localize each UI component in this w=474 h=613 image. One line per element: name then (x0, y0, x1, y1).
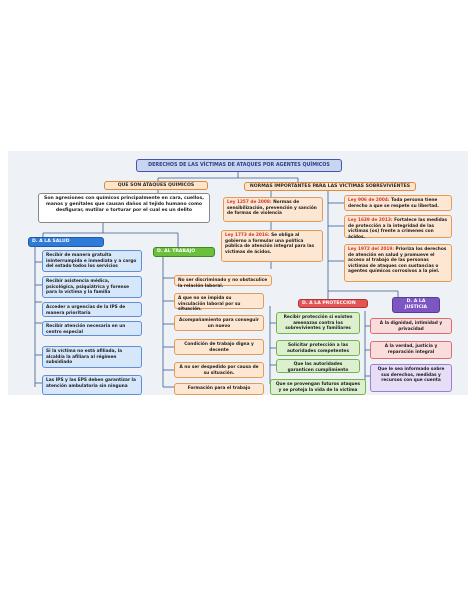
law-text: Prioriza los derechos de atención en salud y promueve el acceso al trabajo de las personas víctimas de ataques con sustancias o agentes químicos corrosivos a la piel. (348, 247, 447, 275)
law-ref: Ley 1773 de 2016: (225, 233, 270, 238)
trabajo-item: No ser discriminado y no obstaculice la relación laboral. (174, 275, 272, 286)
proteccion-item: Solicitar protección a las autoridades competentes (276, 340, 360, 356)
law-ref: Ley 1257 de 2008: (227, 200, 272, 205)
law-text: Fortalece las medidas de protección a la integridad de las victimas (os) frente a crimenes con ácidos. (348, 218, 448, 240)
heading-proteccion: D. A LA PROTECCION (298, 299, 368, 308)
law-ref: Ley 1639 de 2013: (348, 218, 393, 223)
salud-item: Recibir asistencia médica, psicológica, psiquiátrica y forense para la víctima y la familia (42, 276, 142, 298)
law-ref: Ley 906 de 2004: (348, 198, 390, 203)
law-ref: Ley 1972 del 2019: (348, 247, 395, 252)
salud-item: Si la víctima no está afiliada, la alcaldía la afiliara al régimen subsidiado (42, 346, 142, 368)
norma-ley-906 (344, 195, 452, 211)
trabajo-item: A que no se impida su vinculación laboral por su situación. (174, 293, 264, 309)
heading-que-son: QUE SON ATAQUES QUIMICOS (104, 181, 208, 190)
law-text: Se obliga al gobierno a formular una política pública de atención integral para las víctimas de ácidos. (225, 233, 315, 255)
trabajo-item: Condición de trabajo digna y decente (174, 339, 264, 355)
heading-salud: D. A LA SALUD (28, 237, 104, 247)
trabajo-item: A no ser despedido por causa de su situación. (174, 362, 264, 378)
law-text: Toda persona tiene derecho a que se respete su libertad. (348, 198, 439, 209)
trabajo-item: Acompañamiento para conseguir un nuevo (174, 315, 264, 331)
map-title: DERECHOS DE LAS VÍCTIMAS DE ATAQUES POR AGENTES QUÍMICOS (136, 159, 342, 172)
norma-ley-1257 (223, 197, 323, 222)
salud-item: Recibir de manera gratuita ininterrumpida e inmediata y a cargo del estado todos los servicios (42, 250, 142, 272)
salud-item: Acceder a urgencias de la IPS de manera prioritaria (42, 302, 142, 317)
law-text: Normas de sensibilización, prevención y sanción de formas de violencia (227, 200, 317, 217)
heading-justicia: D. A LA JUSTICIA (392, 297, 440, 313)
justicia-item: Que le sea informado sobre sus derechos, medidas y recursos con que cuenta (370, 364, 452, 392)
que-son-description: Son agresiones con químicos principalmente en cara, cuellos, manos y genitales que causan daños al tejido humano como desfigurar, mutilar o torturar por el cual es un delito (38, 193, 210, 223)
salud-item: Recibir atención necesaria en un centro especial (42, 321, 142, 336)
heading-normas: NORMAS IMPORTANTES PARA LAS VICTIMAS SOBREVIVIENTES (244, 182, 416, 191)
justicia-item: A la dignidad, intimidad y privacidad (370, 318, 452, 334)
proteccion-item: Que se provengan futuros ataques y se proteja la vida de la víctima (270, 379, 366, 395)
norma-ley-1639 (344, 215, 452, 238)
heading-trabajo: D. AL TRABAJO (153, 247, 215, 257)
justicia-item: A la verdad, justicia y reparación integral (370, 341, 452, 359)
proteccion-item: Que las autoridades garanticen cumplimiento (276, 359, 360, 373)
proteccion-item: Recibir protección si existen amenazas contra los sobrevivientes y familiares (276, 312, 360, 334)
mind-map-canvas (8, 151, 468, 395)
salud-item: Las IPS y las EPS deben garantizar la atención ambulatoria sin ninguna (42, 375, 142, 395)
trabajo-item: Formación para el trabajo (174, 383, 264, 395)
norma-ley-1972 (344, 244, 452, 282)
norma-ley-1773 (221, 230, 323, 262)
